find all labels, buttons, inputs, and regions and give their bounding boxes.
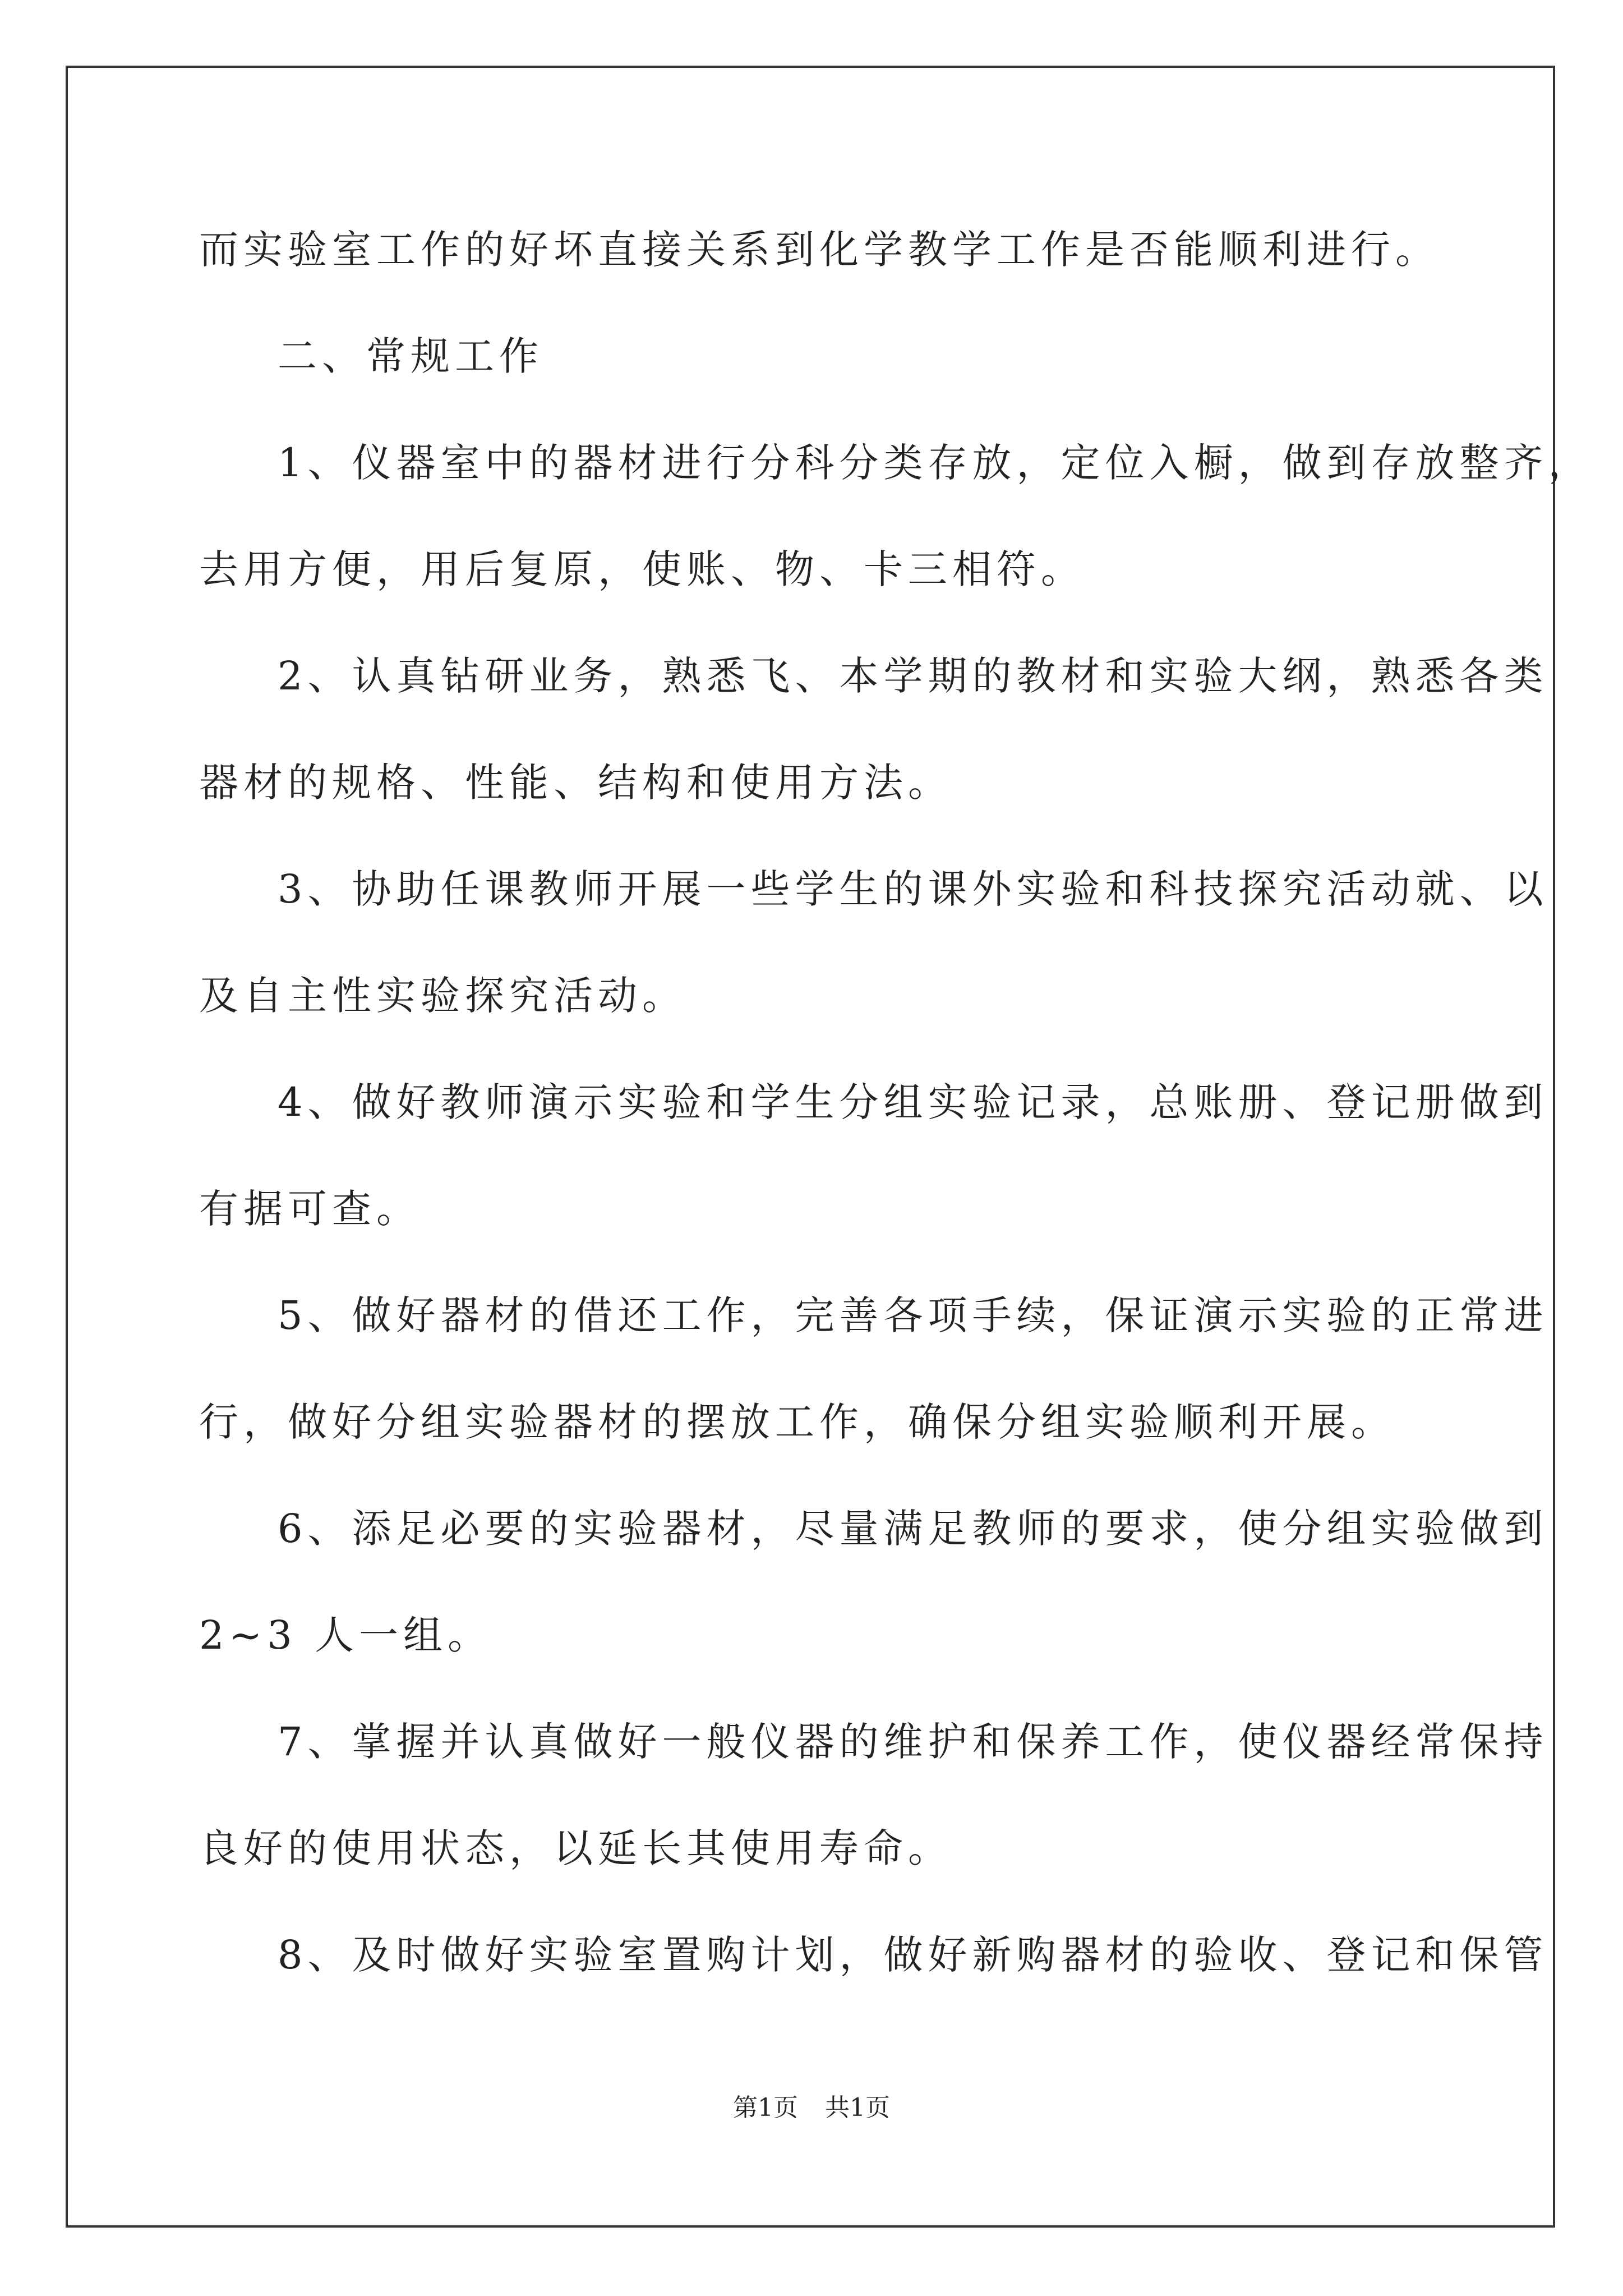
body-line: 而实验室工作的好坏直接关系到化学教学工作是否能顺利进行。 xyxy=(199,227,1440,273)
list-item-5-line-1: 5、做好器材的借还工作，完善各项手续，保证演示实验的正常进 xyxy=(278,1292,1548,1338)
list-item-1-line-1: 1、仪器室中的器材进行分科分类存放，定位入橱，做到存放整齐， xyxy=(278,440,1593,486)
list-item-3-line-1: 3、协助任课教师开展一些学生的课外实验和科技探究活动就、以 xyxy=(278,866,1548,912)
list-item-8-line-1: 8、及时做好实验室置购计划，做好新购器材的验收、登记和保管 xyxy=(278,1932,1548,1978)
section-heading: 二、常规工作 xyxy=(278,333,543,379)
list-item-4-line-2: 有据可查。 xyxy=(199,1186,421,1232)
list-item-4-line-1: 4、做好教师演示实验和学生分组实验记录，总账册、登记册做到 xyxy=(278,1079,1548,1125)
page-footer xyxy=(0,2091,1623,2125)
page-border xyxy=(66,66,1555,2228)
list-item-3-line-2: 及自主性实验探究活动。 xyxy=(199,973,686,1019)
list-item-7-line-2: 良好的使用状态，以延长其使用寿命。 xyxy=(199,1825,952,1871)
list-item-6-line-1: 6、添足必要的实验器材，尽量满足教师的要求，使分组实验做到 xyxy=(278,1506,1548,1552)
list-item-1-line-2: 去用方便，用后复原，使账、物、卡三相符。 xyxy=(199,546,1085,592)
list-item-2-line-1: 2、认真钻研业务，熟悉飞、本学期的教材和实验大纲，熟悉各类 xyxy=(278,653,1548,699)
page-count: 共1页 xyxy=(825,2093,890,2122)
list-item-5-line-2: 行，做好分组实验器材的摆放工作，确保分组实验顺利开展。 xyxy=(199,1399,1395,1445)
list-item-7-line-1: 7、掌握并认真做好一般仪器的维护和保养工作，使仪器经常保持 xyxy=(278,1719,1548,1765)
list-item-2-line-2: 器材的规格、性能、结构和使用方法。 xyxy=(199,760,952,806)
page-number: 第1页 xyxy=(733,2093,798,2122)
list-item-6-line-2: 2~3 人一组。 xyxy=(199,1612,492,1658)
